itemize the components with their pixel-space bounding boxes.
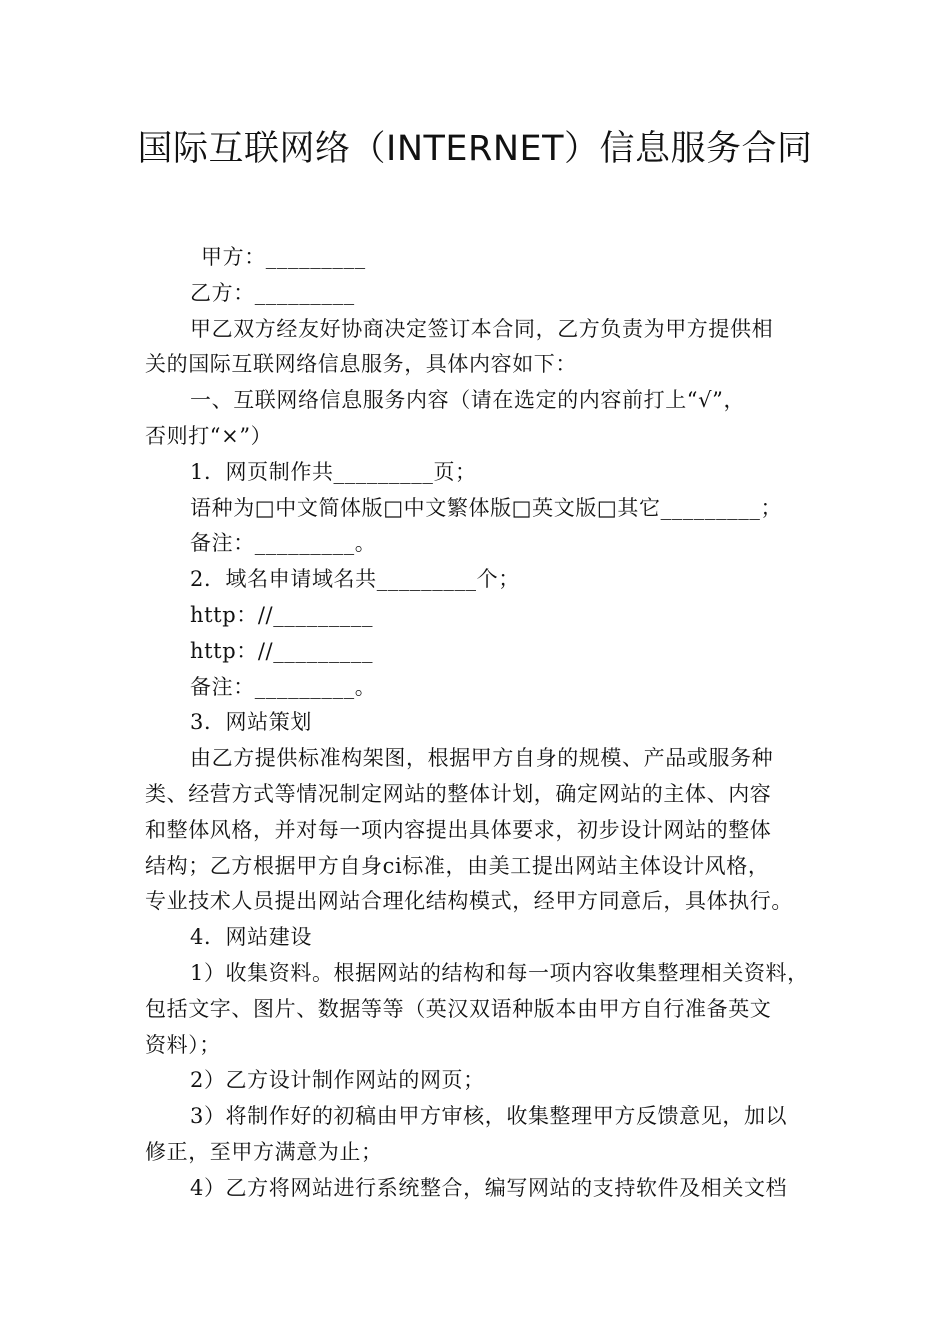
paragraph-line: 由乙方提供标准构架图，根据甲方自身的规模、产品或服务种 (190, 746, 774, 771)
paragraph-line: 修正，至甲方满意为止； (145, 1139, 383, 1164)
list-item: 2．域名申请域名共_________个； (190, 567, 520, 592)
party-a-line: 甲方：_________ (201, 245, 366, 269)
paragraph-line: http：//_________ (190, 602, 374, 627)
paragraph-line: 否则打“×”） (145, 423, 273, 448)
paragraph-line: 4）乙方将网站进行系统整合，编写网站的支持软件及相关文档 (190, 1175, 788, 1200)
list-item: 1．网页制作共_________页； (190, 459, 477, 484)
paragraph-line: 和整体风格，并对每一项内容提出具体要求，初步设计网站的整体 (145, 817, 772, 842)
paragraph-line: 语种为□中文简体版□中文繁体版□英文版□其它_________； (190, 495, 783, 520)
list-item: 4．网站建设 (190, 925, 312, 950)
paragraph-line: 备注：_________。 (190, 674, 377, 699)
paragraph-line: 关的国际互联网络信息服务，具体内容如下： (145, 352, 577, 377)
paragraph-line: 资料）； (145, 1032, 221, 1057)
paragraph-line: 专业技术人员提出网站合理化结构模式，经甲方同意后，具体执行。 (145, 889, 793, 914)
document-title: 国际互联网络（INTERNET）信息服务合同 (137, 129, 813, 169)
section-heading: 一、互联网络信息服务内容（请在选定的内容前打上“√”， (190, 388, 746, 413)
paragraph-line: 3）将制作好的初稿由甲方审核，收集整理甲方反馈意见，加以 (190, 1104, 788, 1129)
document-body (145, 240, 807, 1207)
paragraph-line: 类、经营方式等情况制定网站的整体计划，确定网站的主体、内容 (145, 781, 772, 806)
list-item: 3．网站策划 (190, 710, 312, 735)
paragraph-line: 备注：_________。 (190, 531, 377, 556)
paragraph-line: 1）收集资料。根据网站的结构和每一项内容收集整理相关资料， (190, 960, 809, 985)
paragraph-line: 甲乙双方经友好协商决定签订本合同，乙方负责为甲方提供相 (190, 316, 774, 341)
paragraph-line: 2）乙方设计制作网站的网页； (190, 1068, 485, 1093)
party-b-line: 乙方：_________ (190, 280, 355, 305)
paragraph-line: 结构；乙方根据甲方自身ci标准，由美工提出网站主体设计风格， (145, 853, 770, 878)
paragraph-line: http：//_________ (190, 638, 374, 663)
paragraph-line: 包括文字、图片、数据等等（英汉双语种版本由甲方自行准备英文 (145, 996, 772, 1021)
